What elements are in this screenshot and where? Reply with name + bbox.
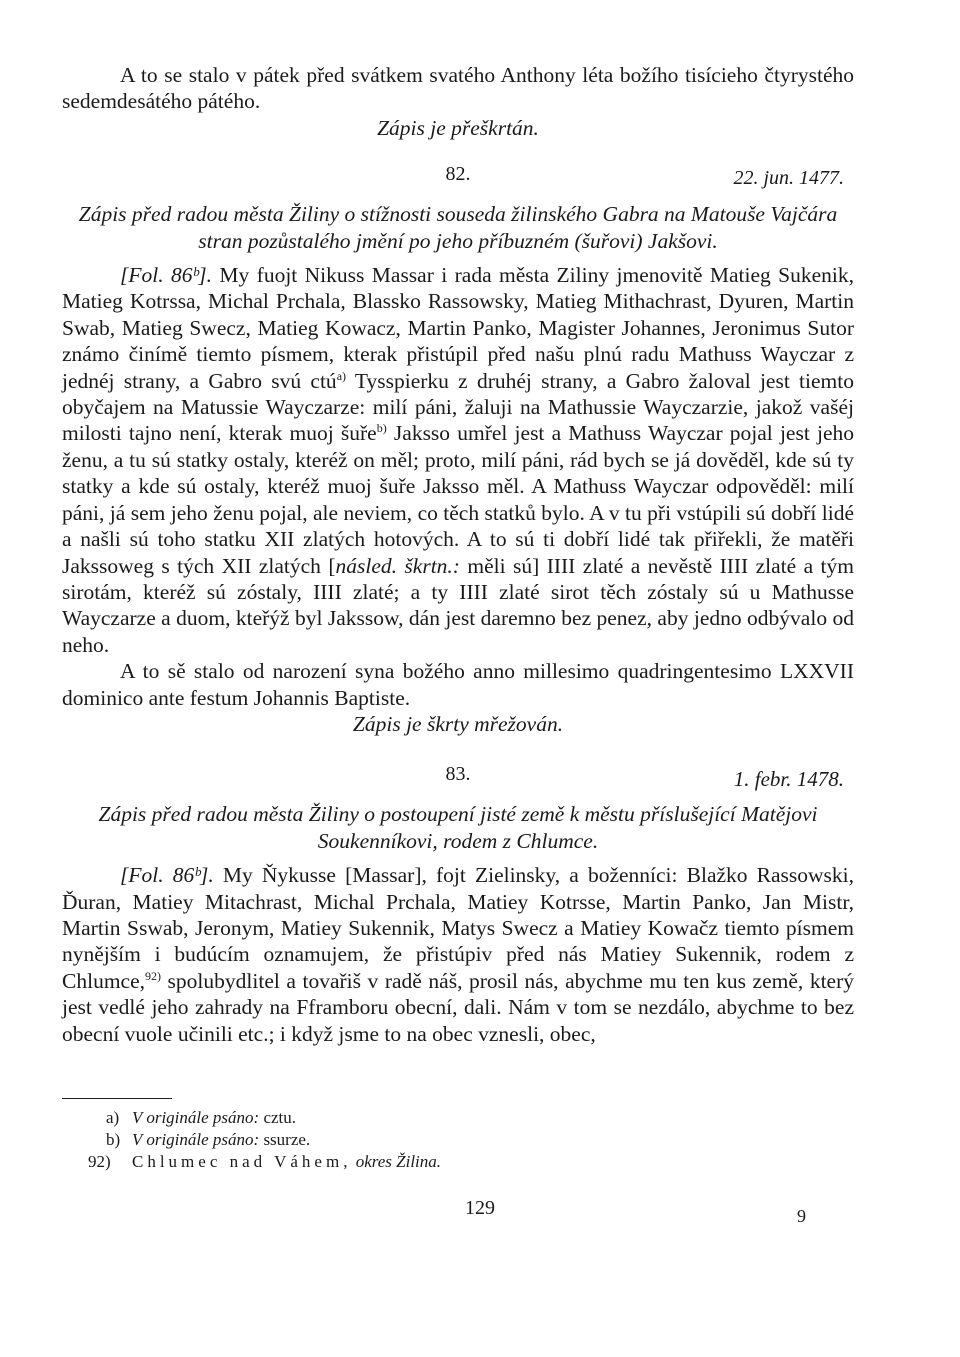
entry-82-summary: Zápis před radou města Žiliny o stížnosti souseda žilinského Gabra na Matouše Vajčára stran pozůstalého jmění po jeho příbuzném (šuřovi) Jakšovi.	[78, 202, 838, 253]
folio-reference: [Fol. 86ᵇ].	[120, 863, 214, 888]
text-segment: Tysspierku z druhéj strany, a Gabro žaloval jest tiemto obyčajem na Matussie Wayczarze: milí páni, žaluji na Mathussie Wayczarzie, jakož vašéj milosti tajno není, kterak muoj šuře	[62, 368, 854, 446]
opening-note: Zápis je přeškrtán.	[377, 115, 539, 140]
footnote-b	[106, 1129, 854, 1151]
footnote-label: V originále psáno:	[132, 1130, 260, 1149]
entry-number: 83.	[445, 763, 471, 786]
text-segment: My Ňykusse [Massar], fojt Zielinsky, a boženníci: Blažko Rassowski, Ďuran, Matiey Mitachrast, Michal Prchala, Matiey Kotrsse, Martin Panko, Jan Mistr, Martin Sswab, Jeronym, Matiey Sukennik, Matys Swecz a Matiey Kowačz tiemto písmem nynějším i budúcím oznamujem, že přistúpiv před nás Matiey Sukennik, rodem z Chlumce,	[62, 863, 855, 993]
footnote-92	[88, 1151, 854, 1173]
entry-83-paragraph	[62, 862, 854, 1047]
footnote-marker: b)	[376, 421, 387, 436]
page-number: 129	[465, 1197, 495, 1219]
entry-83-summary: Zápis před radou města Žiliny o postoupení jisté země k městu příslušející Matějovi Soukenníkovi, rodem z Chlumce.	[98, 802, 818, 853]
deleted-label: násled. škrtn.:	[335, 553, 460, 578]
entry-83-header	[62, 763, 854, 795]
folio-reference: [Fol. 86ᵇ].	[120, 263, 213, 288]
text-segment: My fuojt Nikuss Massar i rada města Ziliny jmenovitě Matieg Sukenik, Matieg Kotrssa, Michal Prchala, Blassko Rassowsky, Matieg Mithachrast, Dyuren, Martin Swab, Matieg Swecz, Matieg Kowacz, Martin Panko, Magister Johannes, Jeronimus Sutor známo činímě tiemto písmem, kterak přistúpil před našu plnú radu Mathuss Wayczar z jednéj strany, a Gabro svú ctú	[62, 263, 854, 393]
entry-82-closing: A to sě stalo od narození syna božého anno millesimo quadringentesimo LXXVII dominico ante festum Johannis Baptiste.	[62, 659, 854, 710]
footnote-place: Chlumec nad Váhem,	[132, 1152, 352, 1171]
footnote-label: V originále psáno:	[132, 1108, 260, 1127]
footnote-text: ssurze.	[259, 1130, 311, 1149]
footnote-divider	[62, 1098, 172, 1099]
entry-date: 22. jun. 1477.	[733, 167, 844, 190]
footnote-mark: a)	[106, 1108, 120, 1127]
footnote-a	[106, 1107, 854, 1129]
signature-number: 9	[797, 1206, 806, 1226]
entry-date: 1. febr. 1478.	[733, 767, 844, 792]
entry-82-note: Zápis je škrty mřežován.	[352, 711, 564, 736]
footnote-mark: b)	[106, 1130, 121, 1149]
footnote-label: okres Žilina.	[351, 1152, 442, 1171]
footnote-marker: 92)	[145, 968, 161, 983]
text-segment: Jaksso umřel jest a Mathuss Wayczar pojal jest jeho ženu, a tu sú statky ostaly, kteréž on měl; proto, milí páni, rád bych se já dověděl, kde sú ty statky a kde sú ostaly, kteréž muoj šuře Jaksso měl. A Mathuss Wayczar odpověděl: milí páni, já sem jeho ženu pojal, ale neviem, co těch statků bylo. A v tu při vstúpili sú dobří lidé a našli sú toho statku XII zlatých hotových. A to sú ti dobří lidé tak přiřekli, že matěři Jakssoweg s tých XII zlatých [	[62, 421, 854, 578]
entry-number: 82.	[445, 163, 471, 186]
footnote-marker: a)	[336, 368, 347, 383]
opening-paragraph: A to se stalo v pátek před svátkem svatého Anthony léta božího tisícieho čtyrystého sedemdesátého pátého.	[62, 63, 854, 114]
footnotes	[62, 1098, 854, 1173]
text-segment: měli sú] IIII zlaté a nevěstě IIII zlaté a tým sirotám, kteréž sú zóstaly, IIII zlaté; a ty IIII zlaté sirot těch zóstaly sú u Mathusse Wayczarze a duom, kteřýž byl Jakssow, dán jest daremno bez penez, aby jedno odbývalo od neho.	[62, 553, 855, 657]
text-segment: spolubydlitel a tovařiš v radě náš, prosil nás, abychme mu ten kus země, který jest vedlé jeho zahrady na Fframboru obecní, dali. Nám v tom se nezdálo, abychme to bez obecní vuole učinili etc.; i když jsme to na obec vznesli, obec,	[62, 968, 854, 1046]
entry-82-header	[62, 163, 854, 195]
footnote-mark: 92)	[88, 1152, 111, 1171]
document-body	[62, 62, 854, 1047]
entry-82-paragraph	[62, 262, 854, 658]
footnote-text: cztu.	[259, 1108, 297, 1127]
